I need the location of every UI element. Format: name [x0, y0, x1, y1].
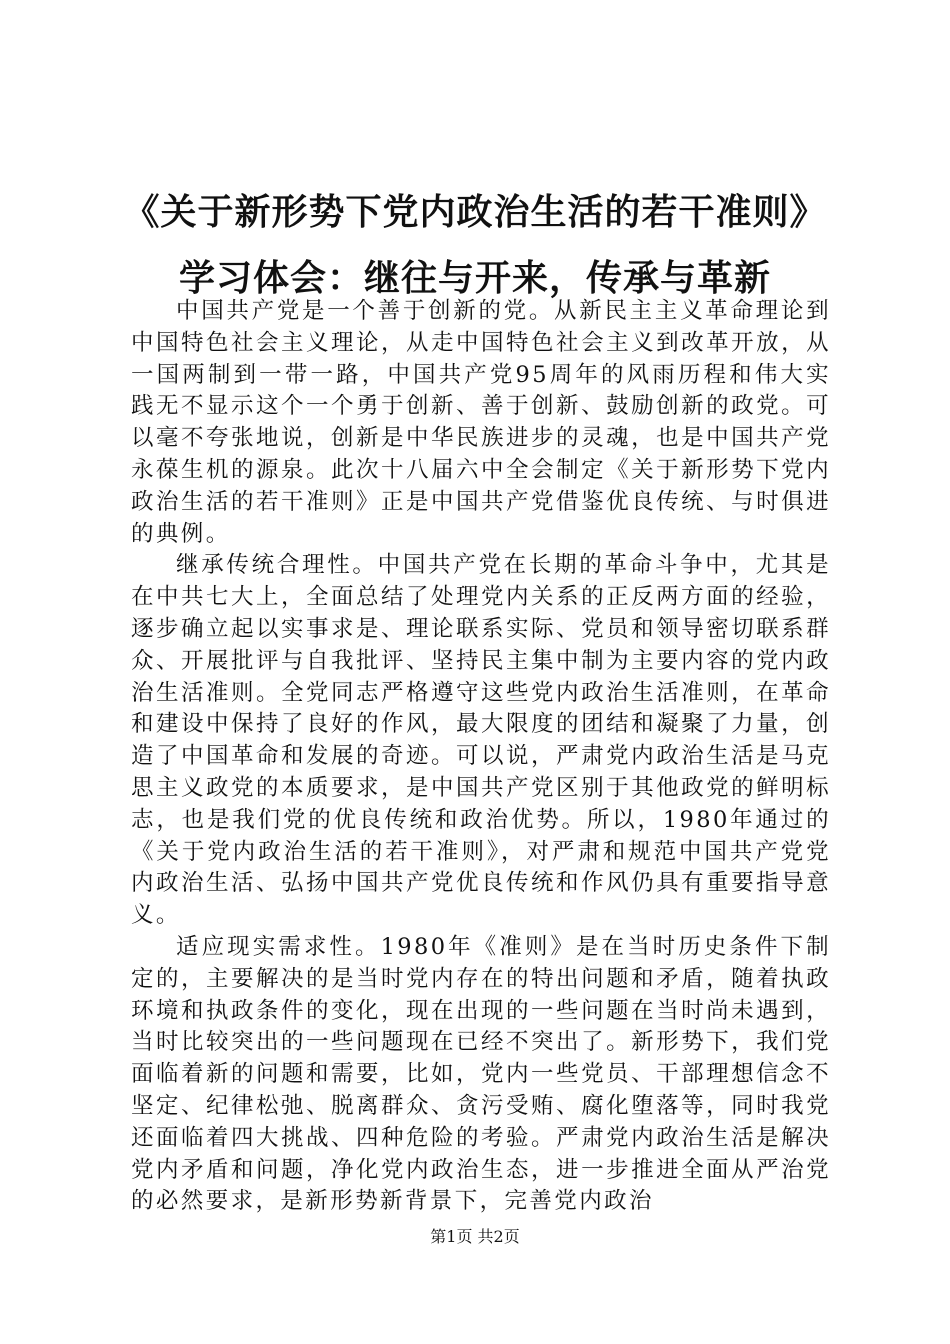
page-number-footer: 第1页 共2页 — [430, 1227, 520, 1246]
paragraph-2: 继承传统合理性。中国共产党在长期的革命斗争中，尤其是在中共七大上，全面总结了处理党内关系的正反两方面的经验，逐步确立起以实事求是、理论联系实际、党员和领导密切联系群众、开展批评与自我批评、坚持民主集中制为主要内容的党内政治生活准则。全党同志严格遵守这些党内政治生活准则，在革命和建设中保持了良好的作风，最大限度的团结和凝聚了力量，创造了中国革命和发展的奇迹。可以说，严肃党内政治生活是马克思主义政党的本质要求，是中国共产党区别于其他政党的鲜明标志，也是我们党的优良传统和政治优势。所以，1980年通过的《关于党内政治生活的若干准则》，对严肃和规范中国共产党党内政治生活、弘扬中国共产党优良传统和作风仍具有重要指导意义。 — [131, 552, 831, 929]
paragraph-1: 中国共产党是一个善于创新的党。从新民主主义革命理论到中国特色社会主义理论，从走中国特色社会主义到改革开放，从一国两制到一带一路，中国共产党95周年的风雨历程和伟大实践无不显示这个一个勇于创新、善于创新、鼓励创新的政党。可以毫不夸张地说，创新是中华民族进步的灵魂，也是中国共产党永葆生机的源泉。此次十八届六中全会制定《关于新形势下党内政治生活的若干准则》正是中国共产党借鉴优良传统、与时俱进的典例。 — [131, 298, 831, 547]
document-title: 《关于新形势下党内政治生活的若干准则》学习体会：继往与开来，传承与革新 — [123, 192, 827, 299]
paragraph-3: 适应现实需求性。1980年《准则》是在当时历史条件下制定的，主要解决的是当时党内存在的特出问题和矛盾，随着执政环境和执政条件的变化，现在出现的一些问题在当时尚未遇到，当时比较突出的一些问题现在已经不突出了。新形势下，我们党面临着新的问题和需要，比如，党内一些党员、干部理想信念不坚定、纪律松弛、脱离群众、贪污受贿、腐化堕落等，同时我党还面临着四大挑战、四种危险的考验。严肃党内政治生活是解决党内矛盾和问题，净化党内政治生态，进一步推进全面从严治党的必然要求，是新形势新背景下，完善党内政治 — [131, 933, 831, 1215]
document-body — [131, 296, 831, 1218]
